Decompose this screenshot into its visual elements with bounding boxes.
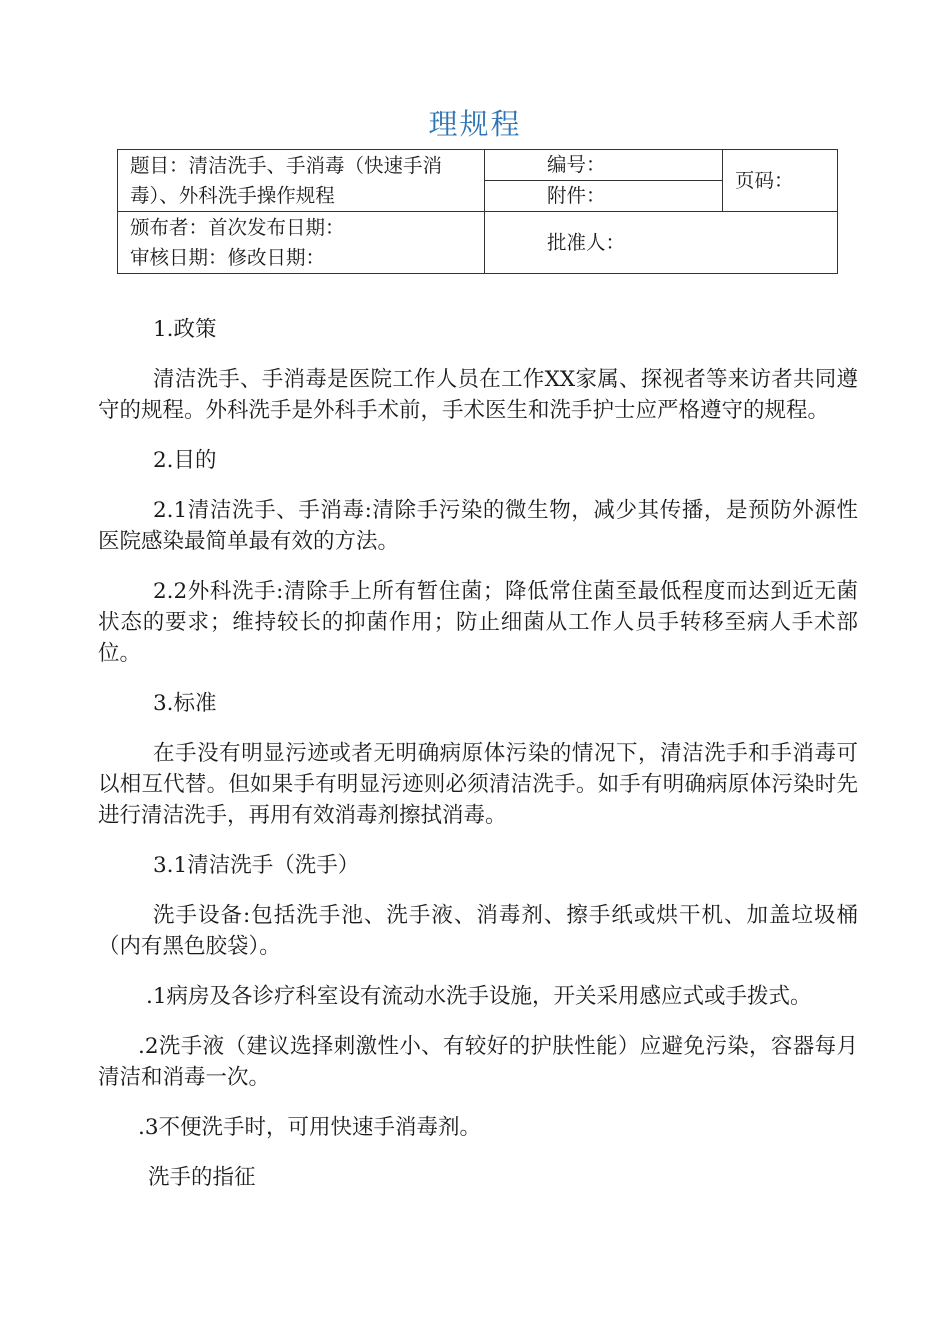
code-cell: 编号： [485, 150, 723, 181]
document-title: 理规程 [428, 107, 522, 141]
paragraph-policy: 清洁洗手、手消毒是医院工作人员在工作XX家属、探视者等来访者共同遵守的规程。外科洗手是外科手术前，手术医生和洗手护士应严格遵守的规程。 [98, 367, 858, 423]
list-item-3: .3不便洗手时，可用快速手消毒剂。 [138, 1115, 482, 1140]
list-item-2: .2洗手液（建议选择刺激性小、有较好的护肤性能）应避免污染，容器每月清洁和消毒一次。 [98, 1034, 858, 1090]
issuer-line: 颁布者：首次发布日期： [130, 215, 345, 239]
approver-cell: 批准人： [485, 212, 838, 274]
paragraph-equipment: 洗手设备:包括洗手池、洗手液、消毒剂、擦手纸或烘干机、加盖垃圾桶（内有黑色胶袋）。 [98, 903, 858, 959]
heading-indications: 洗手的指征 [148, 1165, 256, 1190]
subject-cell: 题目：清洁洗手、手消毒（快速手消毒）、外科洗手操作规程 [118, 150, 485, 212]
document-body [98, 314, 858, 1212]
attachment-cell: 附件： [485, 181, 723, 212]
header-table [117, 149, 838, 274]
issuer-cell [118, 212, 485, 274]
page-cell: 页码： [723, 150, 838, 212]
subsection-heading-hand-washing: 3.1清洁洗手（洗手） [153, 853, 360, 878]
review-line: 审核日期：修改日期： [130, 245, 326, 269]
section-heading-standard: 3.标准 [153, 691, 217, 716]
section-heading-policy: 1.政策 [153, 317, 217, 342]
list-item-1: .1病房及各诊疗科室设有流动水洗手设施，开关采用感应式或手拨式。 [146, 984, 812, 1009]
paragraph-purpose-2-2: 2.2外科洗手:清除手上所有暂住菌；降低常住菌至最低程度而达到近无菌状态的要求；维持较长的抑菌作用；防止细菌从工作人员手转移至病人手术部位。 [98, 579, 858, 666]
paragraph-standard: 在手没有明显污迹或者无明确病原体污染的情况下，清洁洗手和手消毒可以相互代替。但如果手有明显污迹则必须清洁洗手。如手有明确病原体污染时先进行清洁洗手，再用有效消毒剂擦拭消毒。 [98, 741, 858, 828]
section-heading-purpose: 2.目的 [153, 448, 217, 473]
paragraph-purpose-2-1: 2.1清洁洗手、手消毒:清除手污染的微生物，减少其传播，是预防外源性医院感染最简单最有效的方法。 [98, 498, 858, 554]
